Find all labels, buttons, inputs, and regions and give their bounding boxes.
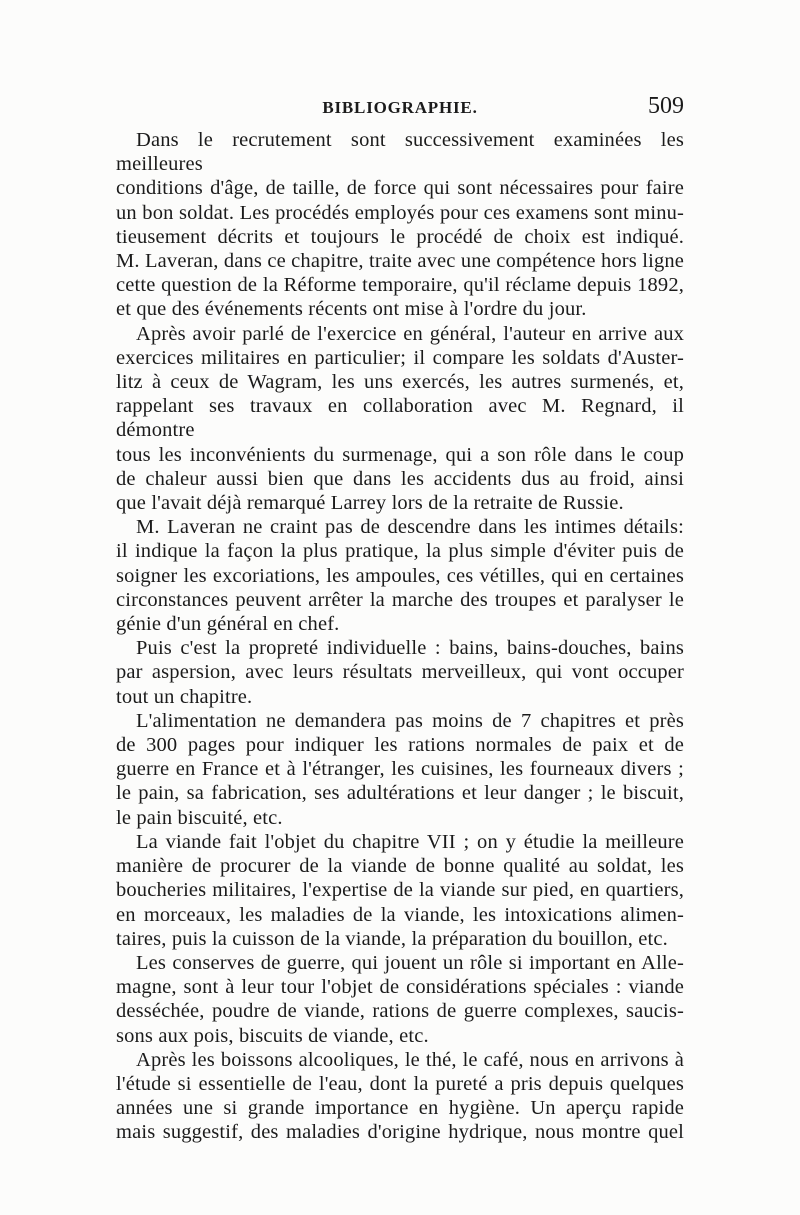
text-line: desséchée, poudre de viande, rations de guerre complexes, saucis- (116, 1000, 684, 1023)
paragraph-details (116, 515, 684, 636)
text-line: boucheries militaires, l'expertise de la viande sur pied, en quartiers, (116, 879, 684, 902)
text-line: circonstances peuvent arrêter la marche des troupes et paralyser le (116, 588, 684, 611)
text-line: Après les boissons alcooliques, le thé, le café, nous en arrivons à (136, 1048, 684, 1071)
text-line: Puis c'est la propreté individuelle : bains, bains-douches, bains (136, 637, 684, 660)
text-line: tous les inconvénients du surmenage, qui a son rôle dans le coup (116, 443, 684, 466)
text-line: rappelant ses travaux en collaboration avec M. Regnard, il démontre (116, 395, 684, 442)
text-line: La viande fait l'objet du chapitre VII ; on y étudie la meilleure (136, 830, 684, 853)
text-line: exercices militaires en particulier; il compare les soldats d'Auster- (116, 346, 684, 369)
page-number: 509 (648, 93, 684, 119)
text-line: M. Laveran ne craint pas de descendre dans les intimes détails: (136, 516, 684, 539)
running-head: BIBLIOGRAPHIE. (322, 98, 478, 117)
text-line: tieusement décrits et toujours le procédé de choix est indiqué. (116, 225, 684, 248)
body-text (116, 128, 684, 1145)
text-line: guerre en France et à l'étranger, les cuisines, les fourneaux divers ; (116, 758, 684, 781)
paragraph-proprete (116, 636, 684, 709)
paragraph-exercice (116, 322, 684, 516)
text-line: il indique la façon la plus pratique, la plus simple d'éviter puis de (116, 540, 684, 563)
text-line: de 300 pages pour indiquer les rations normales de paix et de (116, 734, 684, 757)
text-line: Dans le recrutement sont successivement examinées les meilleures (116, 129, 684, 176)
text-line: manière de procurer de la viande de bonne qualité au soldat, les (116, 855, 684, 878)
text-line: sons aux pois, biscuits de viande, etc. (116, 1024, 429, 1047)
text-line: litz à ceux de Wagram, les uns exercés, les autres surmenés, et, (116, 371, 684, 394)
text-line: Après avoir parlé de l'exercice en général, l'auteur en arrive aux (136, 322, 684, 345)
text-line: M. Laveran, dans ce chapitre, traite avec une compétence hors ligne (116, 250, 684, 273)
paragraph-boissons (116, 1048, 684, 1145)
text-line: par aspersion, avec leurs résultats merveilleux, qui vont occuper (116, 661, 684, 684)
paragraph-recrutement (116, 128, 684, 322)
text-line: mais suggestif, des maladies d'origine hydrique, nous montre quel (116, 1121, 684, 1144)
text-line: taires, puis la cuisson de la viande, la préparation du bouillon, etc. (116, 927, 668, 950)
text-line: génie d'un général en chef. (116, 613, 340, 636)
text-line: magne, sont à leur tour l'objet de considérations spéciales : viande (116, 976, 684, 999)
text-line: le pain biscuité, etc. (116, 806, 283, 829)
text-line: l'étude si essentielle de l'eau, dont la pureté a pris depuis quelques (116, 1072, 684, 1095)
text-line: un bon soldat. Les procédés employés pour ces examens sont minu- (116, 201, 684, 224)
text-line: tout un chapitre. (116, 685, 253, 708)
paragraph-alimentation (116, 709, 684, 830)
paragraph-viande (116, 830, 684, 951)
text-line: et que des événements récents ont mise à l'ordre du jour. (116, 298, 587, 321)
page-header (116, 94, 684, 120)
text-line: de chaleur aussi bien que dans les accidents dus au froid, ainsi (116, 467, 684, 490)
text-line: le pain, sa fabrication, ses adultérations et leur danger ; le biscuit, (116, 782, 684, 805)
text-line: cette question de la Réforme temporaire, qu'il réclame depuis 1892, (116, 274, 684, 297)
text-line: conditions d'âge, de taille, de force qui sont nécessaires pour faire (116, 177, 684, 200)
text-line: L'alimentation ne demandera pas moins de 7 chapitres et près (136, 709, 684, 732)
text-line: Les conserves de guerre, qui jouent un rôle si important en Alle- (136, 951, 684, 974)
text-line: en morceaux, les maladies de la viande, les intoxications alimen- (116, 903, 684, 926)
text-line: soigner les excoriations, les ampoules, ces vétilles, qui en certaines (116, 564, 684, 587)
text-line: que l'avait déjà remarqué Larrey lors de la retraite de Russie. (116, 492, 624, 515)
paragraph-conserves (116, 951, 684, 1048)
text-line: années une si grande importance en hygiène. Un aperçu rapide (116, 1097, 684, 1120)
